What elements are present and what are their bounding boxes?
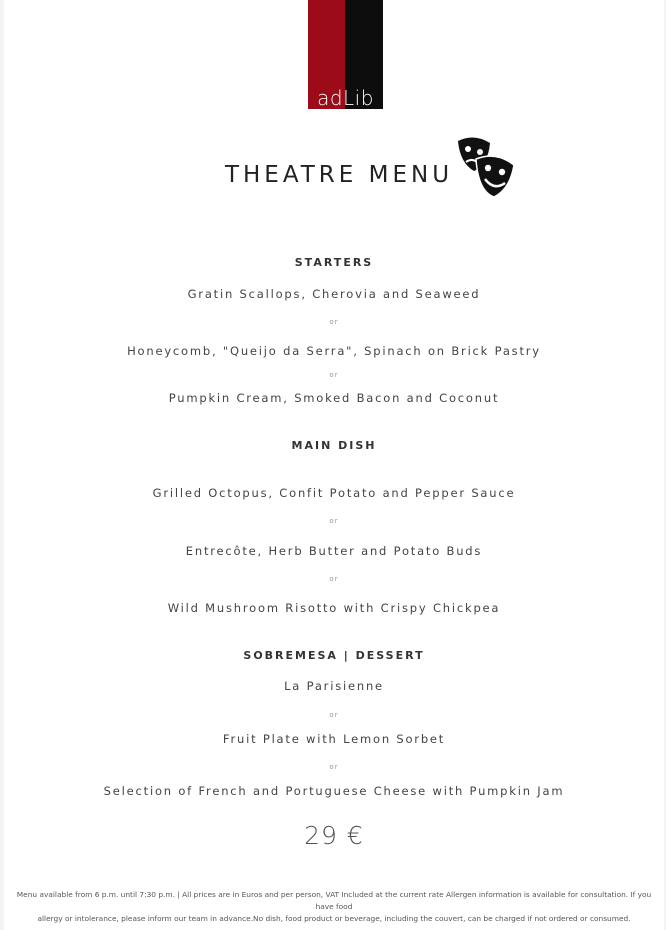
menu-title: THEATRE MENU [224,162,454,188]
separator-or: or [329,517,339,525]
main-item-1: Grilled Octopus, Confit Potato and Pepper Sauce [152,486,516,500]
dessert-heading: SOBREMESA | DESSERT [243,649,425,662]
footer-line-2: allergy or intolerance, please inform our team in advance.No dish, food product or beverage, including the couvert, can be charged if not ordered or consumed. [37,914,631,923]
separator-or: or [329,575,339,583]
separator-or: or [329,371,339,379]
starter-item-2: Honeycomb, "Queijo da Serra", Spinach on Brick Pastry [127,344,541,358]
starter-item-3: Pumpkin Cream, Smoked Bacon and Coconut [168,391,500,405]
dessert-item-3: Selection of French and Portuguese Cheese with Pumpkin Jam [103,784,565,798]
menu-page [4,0,664,930]
dessert-item-1: La Parisienne [284,679,384,693]
separator-or: or [329,318,339,326]
separator-or: or [329,711,339,719]
main-item-2: Entrecôte, Herb Butter and Potato Buds [185,544,483,558]
main-dish-heading: MAIN DISH [291,439,377,452]
theatre-masks-icon [448,133,518,203]
separator-or: or [329,763,339,771]
adlib-logo [308,0,383,109]
footer-line-1: Menu available from 6 p.m. until 7:30 p.m. | All prices are in Euros and per person, VAT Included at the current rate Allergen information is available for consultation. If you have food [16,890,652,911]
footer-notice [4,889,664,925]
dessert-item-2: Fruit Plate with Lemon Sorbet [222,732,446,746]
menu-price: 29 € [304,821,364,850]
starters-heading: STARTERS [294,256,374,269]
logo-text: adLib [317,86,374,110]
main-item-3: Wild Mushroom Risotto with Crispy Chickpea [167,601,501,615]
starter-item-1: Gratin Scallops, Cherovia and Seaweed [187,287,481,301]
